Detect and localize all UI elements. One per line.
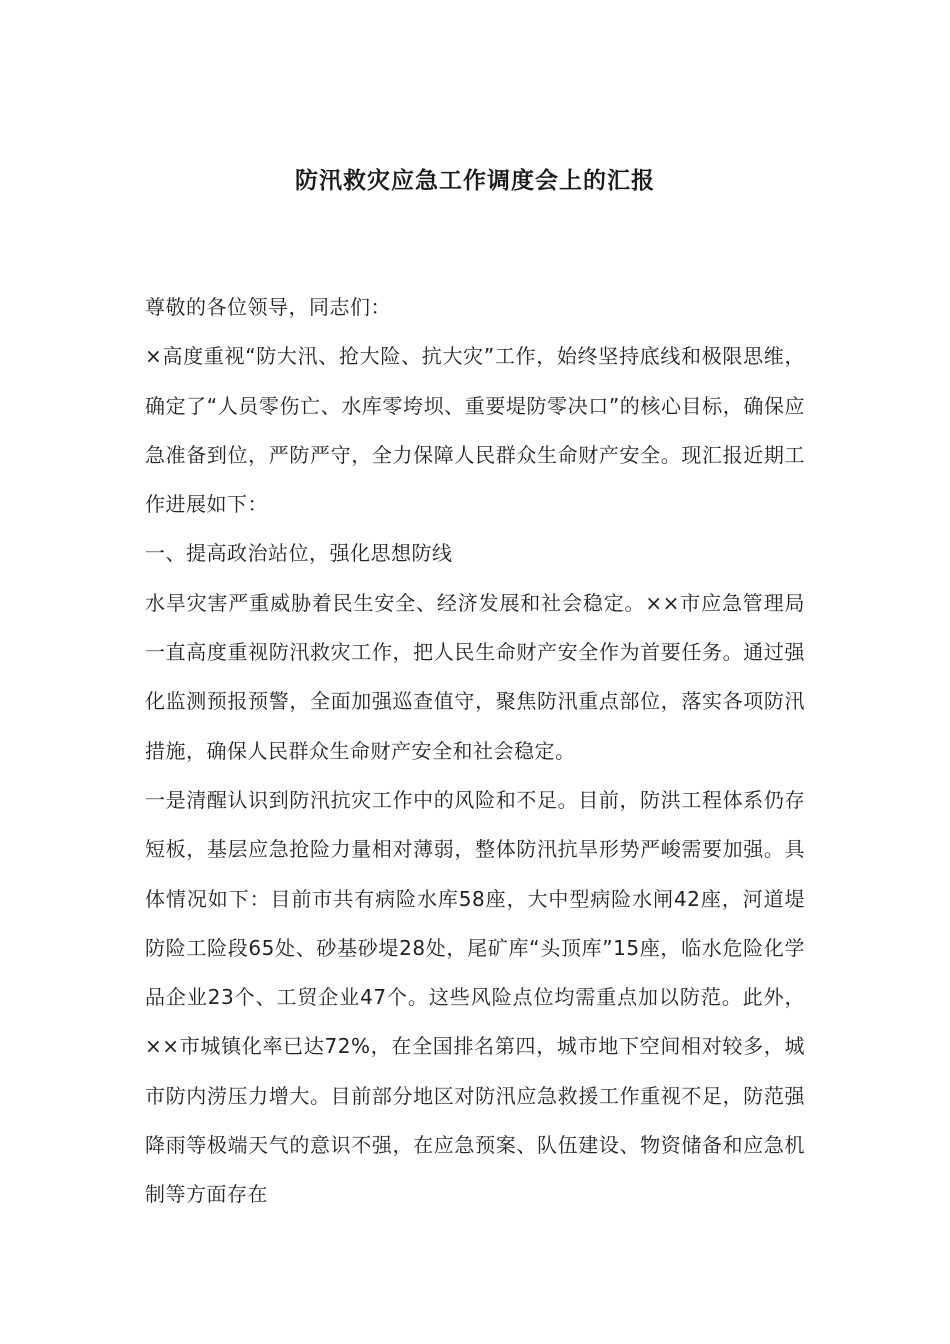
document-body	[145, 283, 805, 1220]
document-title: 防汛救灾应急工作调度会上的汇报	[295, 167, 655, 194]
intro-paragraph: ×高度重视“防大汛、抢大险、抗大灾”工作，始终坚持底线和极限思维，确定了“人员零伤亡、水库零垮坝、重要堤防零决口”的核心目标，确保应急准备到位，严防严守，全力保障人民群众生命财产安全。现汇报近期工作进展如下：	[145, 344, 805, 517]
section-heading: 一、提高政治站位，强化思想防线	[145, 541, 453, 566]
salutation-paragraph: 尊敬的各位领导，同志们：	[145, 295, 391, 319]
body-paragraph: 水旱灾害严重威胁着民生安全、经济发展和社会稳定。××市应急管理局一直高度重视防汛救灾工作，把人民生命财产安全作为首要任务。通过强化监测预报预警，全面加强巡查值守，聚焦防汛重点部位，落实各项防汛措施，确保人民群众生命财产安全和社会稳定。	[145, 590, 805, 763]
body-paragraph: 一是清醒认识到防汛抗灾工作中的风险和不足。目前，防洪工程体系仍存短板，基层应急抢险力量相对薄弱，整体防汛抗旱形势严峻需要加强。具体情况如下：目前市共有病险水库58座，大中型病险水闸42座，河道堤防险工险段65处、砂基砂堤28处，尾矿库“头顶库”15座，临水危险化学品企业23个、工贸企业47个。这些风险点位均需重点加以防范。此外，××市城镇化率已达72%，在全国排名第四，城市地下空间相对较多，城市防内涝压力增大。目前部分地区对防汛应急救援工作重视不足，防范强降雨等极端天气的意识不强，在应急预案、队伍建设、物资储备和应急机制等方面存在	[145, 787, 805, 1207]
